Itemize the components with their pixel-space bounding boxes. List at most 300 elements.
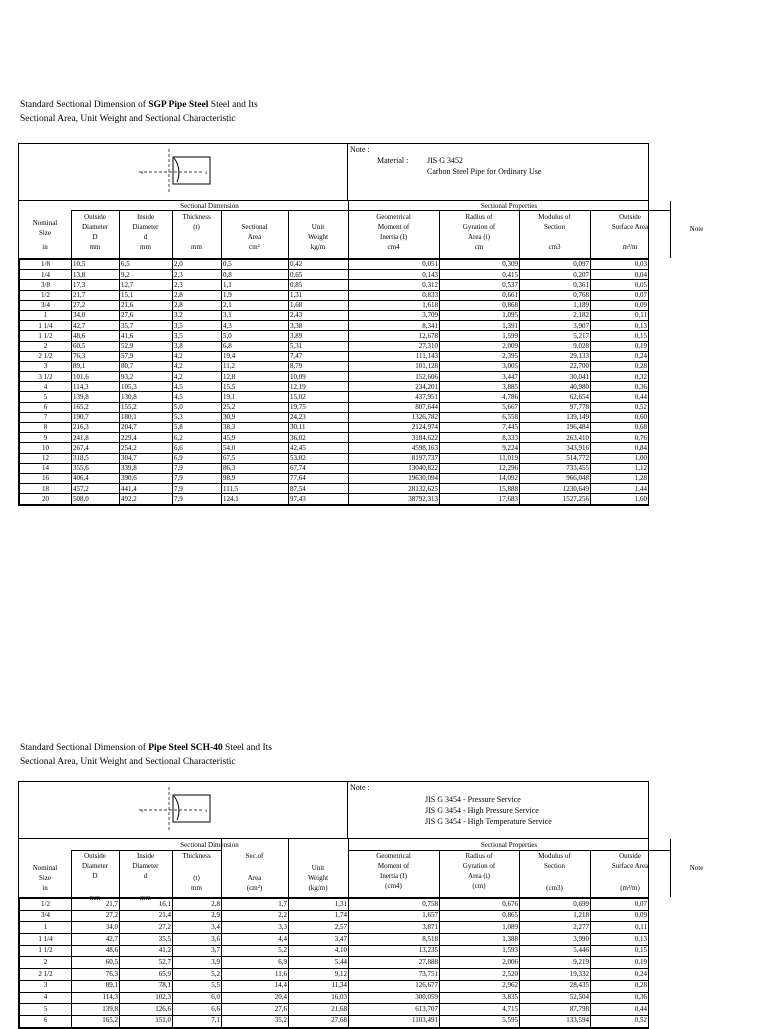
table-cell: 0,11	[591, 310, 649, 320]
table-cell: 2,009	[440, 341, 520, 351]
table-cell: 21,68	[289, 1004, 349, 1016]
table-cell: 67,5	[222, 453, 289, 463]
pipe-cross-section-icon	[19, 144, 347, 200]
table-cell: 2	[20, 957, 72, 969]
table-cell: 52,9	[120, 341, 173, 351]
sch40-table-block	[18, 781, 704, 1029]
table-cell: 54,0	[222, 443, 289, 453]
table-row	[20, 331, 649, 341]
table-cell: 5,0	[222, 331, 289, 341]
table-cell: 65,9	[120, 969, 173, 981]
table-cell: 3,47	[289, 934, 349, 946]
table-cell: 1/2	[20, 899, 72, 911]
table-cell: 3	[20, 980, 72, 992]
table-cell: 52,504	[520, 992, 591, 1004]
hdr-note: Note	[689, 225, 704, 233]
table-cell: 4,5	[173, 392, 222, 402]
table-cell: 2124,974	[349, 423, 440, 433]
table-cell: 0,661	[440, 290, 520, 300]
table-cell: 4,786	[440, 392, 520, 402]
hdr-nominal: Nominal Size in	[32, 219, 58, 251]
table-cell: 165,2	[72, 402, 120, 412]
table-cell: 7	[20, 412, 72, 422]
table-cell: 0,19	[591, 341, 649, 351]
table-cell: 1326,782	[349, 412, 440, 422]
table-cell: 24,23	[289, 412, 349, 422]
table-cell: 1,1	[222, 280, 289, 290]
hdr-moment-inertia: Geometrical Moment of Inertia (I) (cm4)	[376, 852, 411, 890]
title-subtitle: Sectional Area, Unit Weight and Sectional Characteristic	[20, 757, 236, 767]
table-cell: 89,1	[72, 980, 120, 992]
table-cell: 41,2	[120, 945, 173, 957]
table-row	[20, 463, 649, 473]
table-cell: 3,709	[349, 310, 440, 320]
table-cell: 17,683	[440, 494, 520, 504]
table-cell: 5,31	[289, 341, 349, 351]
table-cell: 1,218	[520, 910, 591, 922]
hdr-nominal: Nominal Size in	[32, 864, 58, 892]
sgp-table-block	[18, 143, 704, 506]
table-cell: 21,7	[72, 899, 120, 911]
table-cell: 0,07	[591, 290, 649, 300]
table-cell: 5,44	[289, 957, 349, 969]
table-cell: 8,333	[440, 433, 520, 443]
hdr-thickness: Thickness (t) mm	[182, 852, 211, 892]
table-cell: 0,13	[591, 934, 649, 946]
table-cell: 7,9	[173, 494, 222, 504]
table-cell: 318,5	[72, 453, 120, 463]
table-row	[20, 412, 649, 422]
table-cell: 6,6	[173, 1004, 222, 1016]
table-cell: 1	[20, 310, 72, 320]
hdr-section-modulus: Modulus of Section cm3	[538, 213, 571, 251]
table-cell: 87,54	[289, 484, 349, 494]
table-cell: 2,8	[173, 290, 222, 300]
title-subtitle: Sectional Area, Unit Weight and Sectional Characteristic	[20, 114, 236, 124]
table-cell: 613,707	[349, 1004, 440, 1016]
note-label: Note :	[350, 783, 370, 792]
table-cell: 3/4	[20, 910, 72, 922]
table-cell: 0,44	[591, 392, 649, 402]
table-cell: 406,4	[72, 473, 120, 483]
table-cell: 77,64	[289, 473, 349, 483]
hdr-inside-diameter: Inside Diameter d mm	[132, 852, 159, 902]
table-cell: 36,02	[289, 433, 349, 443]
table-cell: 111,143	[349, 351, 440, 361]
table-row	[20, 934, 649, 946]
table-cell: 6,5	[120, 260, 173, 270]
table-cell: 11,019	[440, 453, 520, 463]
table-cell: 27,888	[349, 957, 440, 969]
table-cell: 0,207	[520, 270, 591, 280]
table-cell: 20	[20, 494, 72, 504]
table-cell: 0,09	[591, 910, 649, 922]
table-cell: 0,13	[591, 321, 649, 331]
table-cell: 7,47	[289, 351, 349, 361]
table-cell: 0,76	[591, 433, 649, 443]
table-cell: 6,558	[440, 412, 520, 422]
table-cell: 1 1/2	[20, 945, 72, 957]
table-cell: 2,3	[173, 270, 222, 280]
table-cell: 2,0	[173, 260, 222, 270]
table-cell: 9,028	[520, 341, 591, 351]
table-cell: 9,2	[120, 270, 173, 280]
table-cell: 0,52	[591, 1015, 649, 1027]
table-cell: 38,3	[222, 423, 289, 433]
table-cell: 11,6	[222, 969, 289, 981]
table-cell: 126,677	[349, 980, 440, 992]
table-cell: 2,2	[222, 910, 289, 922]
table-row	[20, 382, 649, 392]
table-cell: 2,006	[440, 957, 520, 969]
table-row	[20, 494, 649, 504]
table-cell: 105,3	[120, 382, 173, 392]
table-cell: 15,888	[440, 484, 520, 494]
table-cell: 3/4	[20, 300, 72, 310]
table-cell: 102,3	[120, 992, 173, 1004]
table-cell: 0,09	[591, 300, 649, 310]
table-cell: 0,768	[520, 290, 591, 300]
table-cell: 3,5	[173, 321, 222, 331]
table-row	[20, 969, 649, 981]
table-cell: 1,00	[591, 453, 649, 463]
table-cell: 1,28	[591, 473, 649, 483]
table-cell: 5,2	[173, 969, 222, 981]
table-cell: 111,5	[222, 484, 289, 494]
table-cell: 229,4	[120, 433, 173, 443]
title-prefix: Standard Sectional Dimension of	[20, 100, 146, 110]
table-cell: 30,11	[289, 423, 349, 433]
table-row	[20, 453, 649, 463]
table-cell: 5,0	[173, 402, 222, 412]
table-cell: 8,341	[349, 321, 440, 331]
table-cell: 155,2	[120, 402, 173, 412]
title-prefix: Standard Sectional Dimension of	[20, 743, 146, 753]
table-cell: 241,8	[72, 433, 120, 443]
table-cell: 19630,094	[349, 473, 440, 483]
table-cell: 4,10	[289, 945, 349, 957]
table-cell: 1,68	[289, 300, 349, 310]
table-cell: 216,3	[72, 423, 120, 433]
table-cell: 12,678	[349, 331, 440, 341]
table-cell: 4,4	[222, 934, 289, 946]
title-suffix: Steel and Its	[225, 743, 272, 753]
table-row	[20, 260, 649, 270]
table-cell: 0,36	[591, 992, 649, 1004]
table-cell: 0,15	[591, 331, 649, 341]
table-cell: 4,2	[173, 351, 222, 361]
table-cell: 11,2	[222, 361, 289, 371]
table-cell: 0,44	[591, 1004, 649, 1016]
table-cell: 190,7	[72, 412, 120, 422]
table-cell: 16,1	[120, 899, 173, 911]
hdr-radius-gyration: Radius of Gyration of Area (i) cm	[462, 213, 496, 251]
title-bold: SGP Pipe Steel	[148, 100, 209, 110]
table-cell: 12	[20, 453, 72, 463]
table-cell: 0,05	[591, 280, 649, 290]
table-cell: 15,02	[289, 392, 349, 402]
table-cell: 0,699	[520, 899, 591, 911]
table-cell: 0,19	[591, 957, 649, 969]
table-cell: 52,7	[120, 957, 173, 969]
hdr-moment-inertia: Geometrical Moment of Inertia (I) cm4	[376, 213, 411, 251]
table-cell: 76,3	[72, 969, 120, 981]
table-cell: 19,75	[289, 402, 349, 412]
table-cell: 78,1	[120, 980, 173, 992]
table-cell: 1,12	[591, 463, 649, 473]
note-box	[347, 144, 648, 200]
table-row	[20, 957, 649, 969]
table-cell: 2 1/2	[20, 351, 72, 361]
table-cell: 29,133	[520, 351, 591, 361]
table-cell: 0,865	[440, 910, 520, 922]
table-cell: 87,798	[520, 1004, 591, 1016]
table-cell: 0,758	[349, 899, 440, 911]
table-cell: 7,445	[440, 423, 520, 433]
svg-text:x: x	[141, 171, 144, 176]
table-cell: 12,296	[440, 463, 520, 473]
table-cell: 27,68	[289, 1015, 349, 1027]
hdr-sectional-area: Sec.of Area (cm²)	[245, 852, 264, 892]
table-cell: 0,309	[440, 260, 520, 270]
table-cell: 5,667	[440, 402, 520, 412]
table-cell: 60,5	[72, 957, 120, 969]
table-cell: 41,6	[120, 331, 173, 341]
table-header	[19, 201, 704, 259]
table-row	[20, 992, 649, 1004]
table-row	[20, 980, 649, 992]
table-cell: 97,43	[289, 494, 349, 504]
table-row	[20, 443, 649, 453]
table-cell: 1,095	[440, 310, 520, 320]
table-cell: 0,03	[591, 260, 649, 270]
table-cell: 1/4	[20, 270, 72, 280]
table-cell: 10,09	[289, 372, 349, 382]
table-cell: 4,2	[173, 372, 222, 382]
table-cell: 0,42	[289, 260, 349, 270]
table-cell: 10	[20, 443, 72, 453]
table-row	[20, 270, 649, 280]
table-row	[20, 341, 649, 351]
table-cell: 966,048	[520, 473, 591, 483]
table-cell: 7,9	[173, 463, 222, 473]
table-cell: 22,700	[520, 361, 591, 371]
figure-note-band	[19, 782, 648, 839]
table-header	[19, 839, 704, 902]
table-cell: 2 1/2	[20, 969, 72, 981]
table-cell: 15,1	[120, 290, 173, 300]
table-cell: 93,2	[120, 372, 173, 382]
table-cell: 254,2	[120, 443, 173, 453]
group-sectional-dimension: Sectional Dimension	[180, 202, 239, 210]
table-cell: 12,8	[222, 372, 289, 382]
svg-text:x: x	[205, 171, 208, 176]
table-row	[20, 280, 649, 290]
table-cell: 34,0	[72, 922, 120, 934]
table-cell: 339,8	[120, 463, 173, 473]
pipe-section-figure	[19, 144, 347, 200]
table-row	[20, 910, 649, 922]
table-cell: 2,9	[173, 910, 222, 922]
hdr-unit-weight: Unit Weight kg/m	[307, 223, 329, 251]
table-cell: 0,8	[222, 270, 289, 280]
table-cell: 5,8	[173, 423, 222, 433]
table-cell: 1 1/4	[20, 321, 72, 331]
table-cell: 1103,491	[349, 1015, 440, 1027]
table-cell: 14,4	[222, 980, 289, 992]
group-sectional-dimension: Sectional Dimension	[180, 841, 239, 849]
table-cell: 3 1/2	[20, 372, 72, 382]
hdr-sectional-area: Sectional Area cm²	[241, 223, 268, 251]
table-cell: 2,395	[440, 351, 520, 361]
table-cell: 165,2	[72, 1015, 120, 1027]
hdr-section-modulus: Modulus of Section (cm3)	[538, 852, 571, 892]
table-cell: 86,3	[222, 463, 289, 473]
table-row	[20, 402, 649, 412]
table-cell: 3,907	[520, 321, 591, 331]
table-cell: 1 1/4	[20, 934, 72, 946]
table-cell: 0,85	[289, 280, 349, 290]
table-cell: 73,751	[349, 969, 440, 981]
table-cell: 1230,649	[520, 484, 591, 494]
table-cell: 27,2	[72, 910, 120, 922]
table-cell: 13,8	[72, 270, 120, 280]
table-cell: 6,9	[173, 453, 222, 463]
figure-note-band	[19, 144, 648, 201]
table-cell: 45,9	[222, 433, 289, 443]
table-cell: 1,593	[440, 945, 520, 957]
table-cell: 0,24	[591, 969, 649, 981]
table-cell: 0,415	[440, 270, 520, 280]
table-cell: 30,9	[222, 412, 289, 422]
table-cell: 0,07	[591, 899, 649, 911]
table-cell: 0,361	[520, 280, 591, 290]
table-row	[20, 1004, 649, 1016]
table-cell: 508,0	[72, 494, 120, 504]
group-sectional-properties: Sectional Properties	[480, 841, 538, 849]
hdr-inside-diameter: Inside Diameter d mm	[132, 213, 159, 251]
table-row	[20, 922, 649, 934]
table-cell: 5,446	[520, 945, 591, 957]
table-cell: 5,217	[520, 331, 591, 341]
table-cell: 80,7	[120, 361, 173, 371]
table-cell: 3,835	[440, 992, 520, 1004]
table-cell: 48,6	[72, 945, 120, 957]
table-cell: 4	[20, 382, 72, 392]
table-cell: 1,44	[591, 484, 649, 494]
table-cell: 3,990	[520, 934, 591, 946]
table-row	[20, 300, 649, 310]
table-row	[20, 290, 649, 300]
table-cell: 733,455	[520, 463, 591, 473]
table-cell: 12,7	[120, 280, 173, 290]
table-cell: 0,868	[440, 300, 520, 310]
note-label: Note :	[350, 145, 370, 154]
table-cell: 28132,625	[349, 484, 440, 494]
table-cell: 15,5	[222, 382, 289, 392]
standard-line: JIS G 3454 - Pressure Service	[425, 795, 521, 804]
table-cell: 3,005	[440, 361, 520, 371]
table-cell: 12,19	[289, 382, 349, 392]
table-cell: 101,6	[72, 372, 120, 382]
table-cell: 9	[20, 433, 72, 443]
table-cell: 139,149	[520, 412, 591, 422]
table-cell: 0,68	[591, 423, 649, 433]
table-cell: 3184,622	[349, 433, 440, 443]
sch40-data-table	[19, 898, 649, 1028]
pipe-section-figure	[19, 782, 347, 838]
table-cell: 1,189	[520, 300, 591, 310]
table-cell: 139,8	[72, 1004, 120, 1016]
table-cell: 2,182	[520, 310, 591, 320]
table-row	[20, 945, 649, 957]
table-cell: 0,32	[591, 372, 649, 382]
section2-title	[20, 741, 272, 769]
table-cell: 42,7	[72, 321, 120, 331]
table-cell: 0,65	[289, 270, 349, 280]
table-cell: 492,2	[120, 494, 173, 504]
table-cell: 6	[20, 402, 72, 412]
table-cell: 5,5	[173, 980, 222, 992]
group-sectional-properties: Sectional Properties	[480, 202, 538, 210]
table-cell: 1 1/2	[20, 331, 72, 341]
table-cell: 2,520	[440, 969, 520, 981]
table-cell: 6	[20, 1015, 72, 1027]
table-cell: 0,051	[349, 260, 440, 270]
table-cell: 10,5	[72, 260, 120, 270]
table-cell: 101,128	[349, 361, 440, 371]
table-cell: 1527,256	[520, 494, 591, 504]
table-cell: 6,2	[173, 433, 222, 443]
table-cell: 97,778	[520, 402, 591, 412]
title-bold: Pipe Steel SCH-40	[148, 743, 223, 753]
table-cell: 4,2	[173, 361, 222, 371]
table-cell: 6,9	[222, 957, 289, 969]
note-box	[347, 782, 648, 838]
table-cell: 304,7	[120, 453, 173, 463]
svg-text:x: x	[141, 809, 144, 814]
table-cell: 0,04	[591, 270, 649, 280]
hdr-thickness: Thickness (t) mm	[182, 213, 211, 251]
table-cell: 0,28	[591, 980, 649, 992]
table-cell: 9,224	[440, 443, 520, 453]
table-cell: 3,38	[289, 321, 349, 331]
table-cell: 1,391	[440, 321, 520, 331]
table-cell: 30,041	[520, 372, 591, 382]
table-row	[20, 372, 649, 382]
table-cell: 11,34	[289, 980, 349, 992]
table-cell: 60,5	[72, 341, 120, 351]
table-cell: 1,388	[440, 934, 520, 946]
table-cell: 2,962	[440, 980, 520, 992]
table-row	[20, 484, 649, 494]
hdr-outside-diameter: Outside Diameter D mm	[81, 852, 109, 902]
section1-title	[20, 98, 258, 126]
table-cell: 390,6	[120, 473, 173, 483]
table-cell: 8,79	[289, 361, 349, 371]
table-row	[20, 351, 649, 361]
hdr-unit-weight: Unit Weight (kg/m)	[307, 864, 329, 892]
table-cell: 1,74	[289, 910, 349, 922]
table-cell: 133,594	[520, 1015, 591, 1027]
table-cell: 1,089	[440, 922, 520, 934]
table-cell: 3,2	[173, 310, 222, 320]
table-cell: 1,657	[349, 910, 440, 922]
hdr-note: Note	[689, 864, 704, 872]
table-cell: 27,2	[72, 300, 120, 310]
table-cell: 0,24	[591, 351, 649, 361]
table-cell: 152,606	[349, 372, 440, 382]
